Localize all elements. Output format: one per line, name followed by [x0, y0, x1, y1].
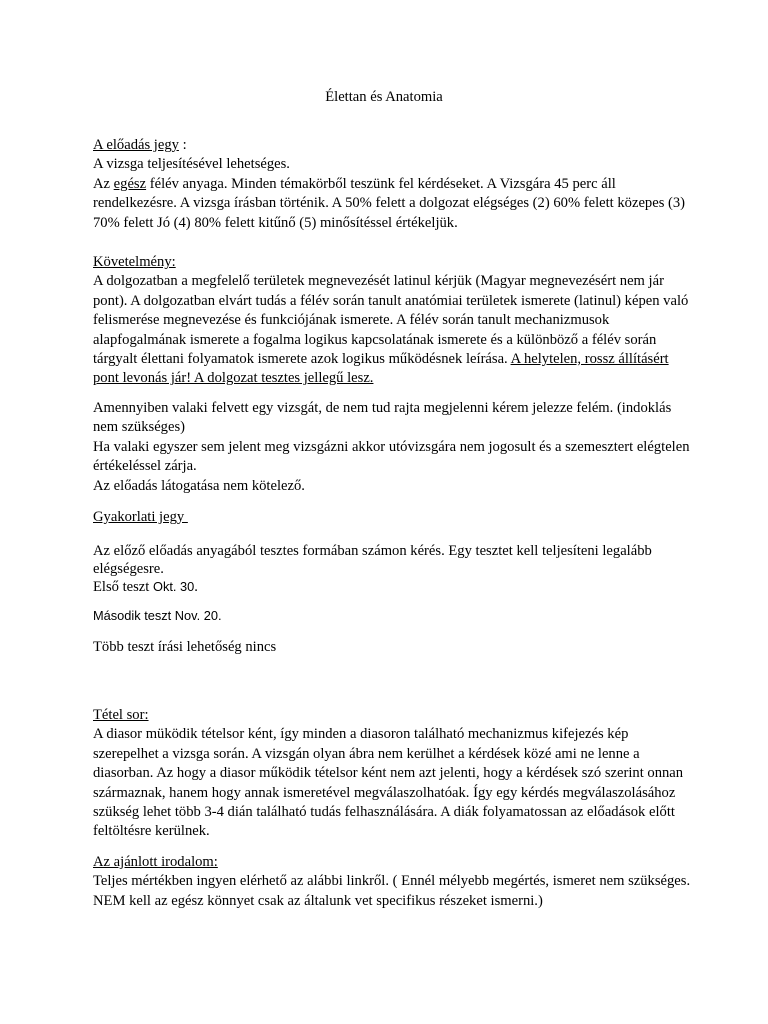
requirements-heading: Követelmény: — [93, 254, 176, 270]
first-test-end: . — [194, 579, 198, 595]
thesis-heading: Tétel sor: — [93, 707, 149, 723]
literature-heading: Az ajánlott irodalom: — [93, 854, 218, 870]
practical-heading: Gyakorlati jegy — [93, 509, 188, 525]
first-test-label: Első teszt — [93, 579, 153, 595]
no-more-tests-block — [93, 638, 693, 657]
absence-section — [93, 399, 693, 496]
absence-line-2: Ha valaki egyszer sem jelent meg vizsgázni akkor utóvizsgára nem jogosult és a szemesztert elégtelen értékeléssel zárja. — [93, 438, 690, 475]
requirements-text: A dolgozatban a megfelelő területek megnevezését latinul kérjük (Magyar megnevezésért nem jár pont). A dolgozatban elvárt tudás a félév során tanult anatómiai területek ismerete (latinul) képen való felismerése megnevezése és funkciójának ismerete. A félév során tanult mechanizmusok alapfogalmának ismerete a fogalma logikus kapcsolatának ismerete és a különböző a félév során tárgyalt élettani folyamatok ismerete azok logikus működésnek leírása. — [93, 273, 689, 368]
practical-body: Az előző előadás anyagából tesztes formában számon kérés. Egy tesztet kell teljesíteni legalább elégségesre. — [93, 543, 652, 577]
practical-heading-block — [93, 508, 693, 527]
grade-heading-colon: : — [178, 137, 187, 153]
thesis-body: A diasor müködik tételsor ként, így minden a diasoron található mechanizmus kifejezés kép szerepelhet a vizsga során. A vizsgán olyan ábra nem kerülhet a kérdések közé ami ne lenne a diasorban. Az hogy a diasor működik tételsor ként nem azt jelenti, hogy a kérdések szó szerint onnan származnak, hanem hogy annak ismeretével megválaszolhatóak. Így egy kérdés megválaszolásához szükség lehet több 3-4 dián található tudás felhasználására. A diák folyamatossan az előadások előtt feltöltésre kerülnek. — [93, 726, 684, 840]
practical-first-test — [93, 578, 693, 596]
practical-section — [93, 542, 693, 596]
grade-line-2 — [93, 175, 693, 233]
requirements-warning: A helytelen, rossz állításért pont levonás jár! A dolgozat tesztes jellegű lesz. — [93, 351, 669, 387]
requirements-section — [93, 253, 693, 389]
literature-body: Teljes mértékben ingyen elérhető az alábbi linkről. ( Ennél mélyebb megértés, ismeret nem szükséges. NEM kell az egész könnyet csak az általunk vet specifikus részeket ismerni.) — [93, 873, 691, 909]
first-test-date: Okt. 30 — [153, 579, 195, 594]
document-title: Élettan és Anatomia — [325, 89, 443, 105]
grade-heading — [93, 136, 693, 155]
practical-no-more: Több teszt írási lehetőség nincs — [93, 639, 277, 655]
grade-line-2-rest: félév anyaga. Minden témakörből teszünk fel kérdéseket. A Vizsgára 45 perc áll rendelkezésre. A vizsga írásban történik. A 50% felett a dolgozat elégséges (2) 60% felett közepes (3) 70% felett Jó (4) 80% felett kitűnő (5) minősítéssel értékeljük. — [93, 175, 686, 231]
grade-line-2-underlined: egész — [113, 175, 147, 192]
grade-heading-label: A előadás jegy — [93, 137, 179, 153]
thesis-section — [93, 706, 693, 842]
grade-line-1: A vizsga teljesítésével lehetséges. — [93, 156, 290, 173]
grade-line-2-start: Az — [93, 175, 114, 192]
second-test-block — [93, 606, 693, 625]
practical-second-test: Második teszt Nov. 20. — [93, 608, 222, 623]
absence-line-3: Az előadás látogatása nem kötelező. — [93, 477, 305, 494]
requirements-body — [93, 272, 693, 388]
literature-section — [93, 853, 693, 911]
grade-section — [93, 136, 693, 233]
absence-line-1: Amennyiben valaki felvett egy vizsgát, de nem tud rajta megjelenni kérem jelezze felém. (indoklás nem szükséges) — [93, 400, 672, 436]
